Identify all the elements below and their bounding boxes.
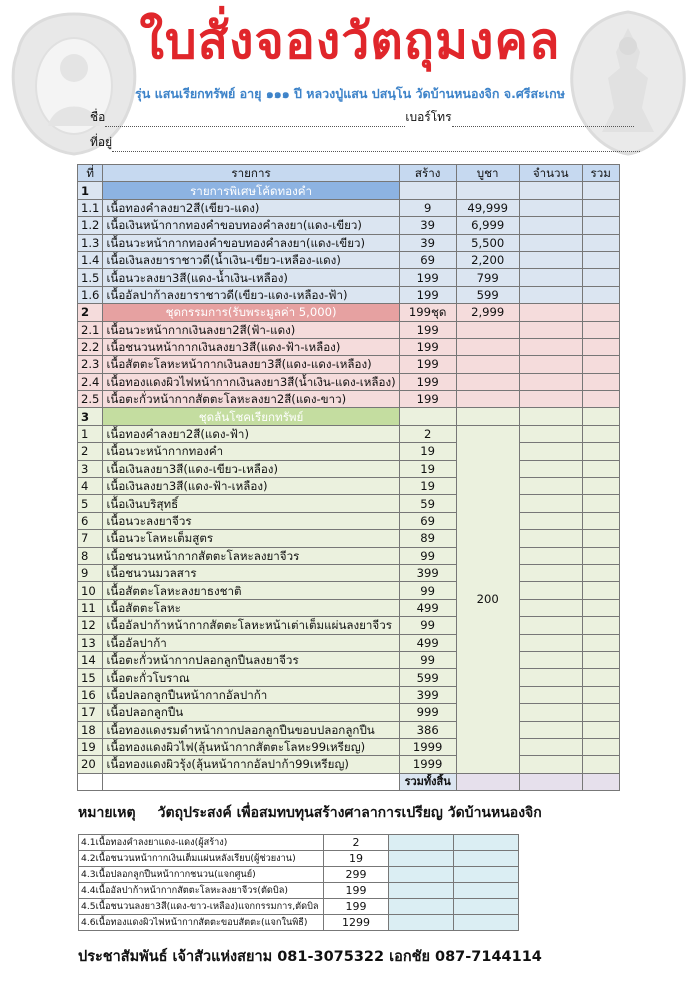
row-price: [456, 373, 519, 390]
address-field[interactable]: [112, 140, 640, 152]
row-item: เนื้อนวะหน้ากากทองคำขอบทองคำลงยา(แดง-เขียว): [103, 234, 399, 251]
table-row: [78, 617, 620, 634]
row-price: [456, 338, 519, 355]
row-item: เนื้อทองคำลงยา2สี(เขียว-แดง): [103, 199, 399, 216]
row-price: [456, 391, 519, 408]
extra-value: 199: [324, 899, 389, 915]
sum-cell: [582, 721, 619, 738]
row-item: เนื้อชนวนหน้ากากสัตตะโลหะลงยาจีวร: [103, 547, 399, 564]
extra-value: 199: [324, 883, 389, 899]
sum-cell: [582, 373, 619, 390]
total-sum-cell: [582, 773, 619, 790]
sum-cell: [582, 321, 619, 338]
extra-qty-cell[interactable]: [389, 851, 454, 867]
sum-cell: [582, 582, 619, 599]
extra-row: [79, 883, 519, 899]
row-item: เนื้อทองแดงผิวไฟ(ลุ้นหน้ากากสัตตะโลหะ99เหรียญ): [103, 738, 399, 755]
row-build: 89: [399, 530, 456, 547]
table-row: [78, 199, 620, 216]
table-row: [78, 460, 620, 477]
phone-field[interactable]: [452, 115, 634, 127]
row-price: [456, 356, 519, 373]
qty-cell[interactable]: [519, 443, 582, 460]
section-price: 2,999: [456, 304, 519, 321]
extra-value: 1299: [324, 915, 389, 931]
row-number: 8: [78, 547, 103, 564]
row-number: 20: [78, 756, 103, 773]
row-number: 1.1: [78, 199, 103, 216]
qty-cell[interactable]: [519, 599, 582, 616]
section-number: 3: [78, 408, 103, 425]
row-build: 69: [399, 251, 456, 268]
row-build: 386: [399, 721, 456, 738]
sum-cell: [582, 408, 619, 425]
total-label: รวมทั้งสิ้น: [399, 773, 456, 790]
extra-sum-cell: [454, 867, 519, 883]
extra-qty-cell[interactable]: [389, 915, 454, 931]
table-row: [78, 495, 620, 512]
qty-cell[interactable]: [519, 338, 582, 355]
qty-cell[interactable]: [519, 460, 582, 477]
row-number: 16: [78, 686, 103, 703]
row-number: 12: [78, 617, 103, 634]
table-row: [78, 251, 620, 268]
sum-cell: [582, 217, 619, 234]
note: [78, 802, 542, 824]
table-row: [78, 443, 620, 460]
table-row: [78, 547, 620, 564]
row-item: เนื้อตะกั่วหน้ากากปลอกลูกปืนลงยาจีวร: [103, 651, 399, 668]
extra-table: [78, 834, 519, 931]
sum-cell: [582, 269, 619, 286]
row-build: 19: [399, 443, 456, 460]
extra-item: 4.2เนื้อชนวนหน้ากากเงินเต็มแผ่นหลังเรียบ(ผู้ช่วยงาน): [79, 851, 324, 867]
table-row: [78, 704, 620, 721]
extra-sum-cell: [454, 883, 519, 899]
total-price-cell: [456, 773, 519, 790]
row-item: เนื้อเงินลงยาราชาวดี(น้ำเงิน-เขียว-เหลือง-แดง): [103, 251, 399, 268]
qty-cell[interactable]: [519, 512, 582, 529]
row-number: 3: [78, 460, 103, 477]
row-number: 1.2: [78, 217, 103, 234]
row-number: 15: [78, 669, 103, 686]
extra-item: 4.1เนื้อทองคำลงยาแดง-แดง(ผู้สร้าง): [79, 835, 324, 851]
section-header-row: [78, 304, 620, 321]
row-build: 999: [399, 704, 456, 721]
row-build: 199: [399, 338, 456, 355]
row-build: 1999: [399, 756, 456, 773]
section-build: 199ชุด: [399, 304, 456, 321]
row-build: 199: [399, 269, 456, 286]
qty-cell[interactable]: [519, 651, 582, 668]
row-build: 499: [399, 634, 456, 651]
table-row: [78, 321, 620, 338]
sum-cell: [582, 686, 619, 703]
note-label: หมายเหตุ: [78, 805, 136, 821]
row-number: 2.4: [78, 373, 103, 390]
qty-cell[interactable]: [519, 286, 582, 303]
row-build: 99: [399, 547, 456, 564]
qty-cell[interactable]: [519, 617, 582, 634]
row-build: 39: [399, 217, 456, 234]
table-row: [78, 530, 620, 547]
row-build: 499: [399, 599, 456, 616]
row-item: เนื้อชนวนมวลสาร: [103, 564, 399, 581]
row-item: เนื้อนวะลงยา3สี(แดง-น้ำเงิน-เหลือง): [103, 269, 399, 286]
row-number: 2.3: [78, 356, 103, 373]
row-number: 2.2: [78, 338, 103, 355]
col-no-header: ที่: [78, 165, 103, 182]
qty-cell[interactable]: [519, 686, 582, 703]
qty-cell[interactable]: [519, 564, 582, 581]
row-number: 17: [78, 704, 103, 721]
row-build: 199: [399, 356, 456, 373]
section-header-row: [78, 182, 620, 199]
qty-cell[interactable]: [519, 582, 582, 599]
extra-row: [79, 915, 519, 931]
extra-row: [79, 899, 519, 915]
table-row: [78, 756, 620, 773]
table-row: [78, 391, 620, 408]
qty-cell[interactable]: [519, 269, 582, 286]
name-label: ชื่อ: [90, 110, 106, 124]
row-build: 2: [399, 425, 456, 442]
table-row: [78, 651, 620, 668]
qty-cell[interactable]: [519, 530, 582, 547]
table-row: [78, 634, 620, 651]
sum-cell: [582, 182, 619, 199]
address-label: ที่อยู่: [90, 135, 113, 149]
row-price: 6,999: [456, 217, 519, 234]
row-build: 19: [399, 460, 456, 477]
sum-cell: [582, 564, 619, 581]
row-number: 18: [78, 721, 103, 738]
sum-cell: [582, 634, 619, 651]
table-row: [78, 217, 620, 234]
page-title: ใบสั่งจองวัตถุมงคล: [139, 11, 561, 70]
row-number: 9: [78, 564, 103, 581]
table-row: [78, 425, 620, 442]
extra-value: 19: [324, 851, 389, 867]
table-row: [78, 286, 620, 303]
row-item: เนื้อทองคำลงยา2สี(แดง-ฟ้า): [103, 425, 399, 442]
sum-cell: [582, 443, 619, 460]
table-row: [78, 512, 620, 529]
sum-cell: [582, 495, 619, 512]
row-item: เนื้อทองแดงผิวไฟหน้ากากเงินลงยา3สี(น้ำเงิน-แดง-เหลือง): [103, 373, 399, 390]
qty-cell[interactable]: [519, 234, 582, 251]
row-build: 69: [399, 512, 456, 529]
row-item: เนื้อชนวนหน้ากากเงินลงยา3สี(แดง-ฟ้า-เหลือง): [103, 338, 399, 355]
row-item: เนื้อนวะหน้ากากเงินลงยา2สี(ฟ้า-แดง): [103, 321, 399, 338]
col-build-header: สร้าง: [399, 165, 456, 182]
sum-cell: [582, 391, 619, 408]
row-number: 7: [78, 530, 103, 547]
extra-item: 4.6เนื้อทองแดงผิวไฟหน้ากากสัตตะขอบสัตตะ(แจกในพิธี): [79, 915, 324, 931]
phone-label: เบอร์โทร: [405, 110, 452, 124]
extra-item: 4.3เนื้อปลอกลูกปืนหน้ากากชนวน(แจกศูนย์): [79, 867, 324, 883]
qty-cell[interactable]: [519, 478, 582, 495]
row-item: เนื้อทองแดงผิวรุ้ง(ลุ้นหน้ากากอัลปาก้า99เหรียญ): [103, 756, 399, 773]
extra-item: 4.4เนื้ออัลปาก้าหน้ากากสัตตะโลหะลงยาจีวร(ตัดบิล): [79, 883, 324, 899]
section-header-row: [78, 408, 620, 425]
row-number: 11: [78, 599, 103, 616]
row-item: เนื้อตะกั่วโบราณ: [103, 669, 399, 686]
table-row: [78, 721, 620, 738]
section-number: 1: [78, 182, 103, 199]
row-number: 1.5: [78, 269, 103, 286]
extra-item: 4.5เนื้อชนวนลงยา3สี(แดง-ขาว-เหลือง)แจกกรรมการ,ตัดบิล: [79, 899, 324, 915]
row-item: เนื้อเงินหน้ากากทองคำขอบทองคำลงยา(แดง-เขียว): [103, 217, 399, 234]
row-build: 399: [399, 686, 456, 703]
table-row: [78, 234, 620, 251]
section-build: [399, 182, 456, 199]
col-price-header: บูชา: [456, 165, 519, 182]
row-item: เนื้อทองแดงรมดำหน้ากากปลอกลูกปืนขอบปลอกลูกปืน: [103, 721, 399, 738]
section-build: [399, 408, 456, 425]
extra-sum-cell: [454, 851, 519, 867]
table-row: [78, 373, 620, 390]
sum-cell: [582, 756, 619, 773]
sum-cell: [582, 599, 619, 616]
row-item: เนื้ออัลปาก้าลงยาราชาวดี(เขียว-แดง-เหลือง-ฟ้า): [103, 286, 399, 303]
total-row: [78, 773, 620, 790]
qty-cell[interactable]: [519, 304, 582, 321]
qty-cell[interactable]: [519, 756, 582, 773]
col-sum-header: รวม: [582, 165, 619, 182]
row-item: เนื้อนวะโลหะเต็มสูตร: [103, 530, 399, 547]
row-item: เนื้ออัลปาก้าหน้ากากสัตตะโลหะหน้าเต่าเต็มแผ่นลงยาจีวร: [103, 617, 399, 634]
table-row: [78, 582, 620, 599]
sum-cell: [582, 530, 619, 547]
contact-info: ประชาสัมพันธ์ เจ้าสัวแห่งสยาม 081-3075322 เอกชัย 087-7144114: [78, 949, 542, 965]
sum-cell: [582, 512, 619, 529]
sum-cell: [582, 669, 619, 686]
sum-cell: [582, 338, 619, 355]
extra-row: [79, 835, 519, 851]
row-item: เนื้อสัตตะโลหะลงยาธงชาติ: [103, 582, 399, 599]
extra-sum-cell: [454, 915, 519, 931]
row-build: 399: [399, 564, 456, 581]
row-price: 599: [456, 286, 519, 303]
section-number: 2: [78, 304, 103, 321]
extra-qty-cell[interactable]: [389, 899, 454, 915]
sum-cell: [582, 704, 619, 721]
row-number: 10: [78, 582, 103, 599]
row-build: 599: [399, 669, 456, 686]
row-build: 99: [399, 582, 456, 599]
table-row: [78, 669, 620, 686]
col-qty-header: จำนวน: [519, 165, 582, 182]
sum-cell: [582, 304, 619, 321]
page-subtitle: รุ่น แสนเรียกทรัพย์ อายุ ๑๑๑ ปี หลวงปู่แสน ปสนฺโน วัดบ้านหนองจิก จ.ศรีสะเกษ: [135, 86, 565, 101]
section-title: รายการพิเศษโค้ดทองคำ: [103, 182, 399, 199]
row-item: เนื้อนวะลงยาจีวร: [103, 512, 399, 529]
table-row: [78, 478, 620, 495]
sum-cell: [582, 547, 619, 564]
extra-qty-cell[interactable]: [389, 867, 454, 883]
row-build: 59: [399, 495, 456, 512]
row-number: 14: [78, 651, 103, 668]
row-item: เนื้อปลอกลูกปืนหน้ากากอัลปาก้า: [103, 686, 399, 703]
row-price: 799: [456, 269, 519, 286]
note-text: วัตถุประสงค์ เพื่อสมทบทุนสร้างศาลาการเปรียญ วัดบ้านหนองจิก: [157, 805, 542, 821]
row-item: เนื้อเงินบริสุทธิ์: [103, 495, 399, 512]
row-build: 199: [399, 373, 456, 390]
extra-qty-cell[interactable]: [389, 835, 454, 851]
name-field[interactable]: [105, 115, 405, 127]
qty-cell[interactable]: [519, 547, 582, 564]
row-item: เนื้อเงินลงยา3สี(แดง-ฟ้า-เหลือง): [103, 478, 399, 495]
qty-cell[interactable]: [519, 356, 582, 373]
row-number: 2.1: [78, 321, 103, 338]
qty-cell[interactable]: [519, 408, 582, 425]
row-number: 19: [78, 738, 103, 755]
table-row: [78, 356, 620, 373]
sum-cell: [582, 199, 619, 216]
qty-cell[interactable]: [519, 199, 582, 216]
row-build: 199: [399, 391, 456, 408]
section-title: ชุดลันโชคเรียกทรัพย์: [103, 408, 399, 425]
sum-cell: [582, 617, 619, 634]
row-build: 99: [399, 651, 456, 668]
row-number: 2: [78, 443, 103, 460]
sum-cell: [582, 251, 619, 268]
sum-cell: [582, 738, 619, 755]
row-item: เนื้อตะกั่วหน้ากากสัตตะโลหะลงยา2สี(แดง-ขาว): [103, 391, 399, 408]
extra-value: 299: [324, 867, 389, 883]
row-item: เนื้อนวะหน้ากากทองคำ: [103, 443, 399, 460]
row-number: 1.4: [78, 251, 103, 268]
row-item: เนื้อปลอกลูกปืน: [103, 704, 399, 721]
extra-sum-cell: [454, 899, 519, 915]
col-item-header: รายการ: [103, 165, 399, 182]
row-number: 5: [78, 495, 103, 512]
qty-cell[interactable]: [519, 251, 582, 268]
row-build: 199: [399, 286, 456, 303]
sum-cell: [582, 478, 619, 495]
qty-cell[interactable]: [519, 669, 582, 686]
table-row: [78, 338, 620, 355]
qty-cell[interactable]: [519, 391, 582, 408]
sum-cell: [582, 356, 619, 373]
row-number: 6: [78, 512, 103, 529]
row-number: 13: [78, 634, 103, 651]
section-title: ชุดกรรมการ(รับพระมูลค่า 5,000): [103, 304, 399, 321]
row-item: เนื้ออัลปาก้า: [103, 634, 399, 651]
extra-qty-cell[interactable]: [389, 883, 454, 899]
section-3-price: 200: [456, 425, 519, 773]
row-number: 4: [78, 478, 103, 495]
order-table: [77, 164, 620, 791]
total-qty-cell: [519, 773, 582, 790]
address-line: [90, 133, 640, 152]
row-build: 199: [399, 321, 456, 338]
table-header-row: [78, 165, 620, 182]
qty-cell[interactable]: [519, 217, 582, 234]
table-row: [78, 738, 620, 755]
row-build: 39: [399, 234, 456, 251]
row-item: เนื้อสัตตะโลหะหน้ากากเงินลงยา3สี(แดง-แดง-เหลือง): [103, 356, 399, 373]
qty-cell[interactable]: [519, 634, 582, 651]
row-number: 1.6: [78, 286, 103, 303]
row-price: [456, 321, 519, 338]
qty-cell[interactable]: [519, 321, 582, 338]
row-build: 19: [399, 478, 456, 495]
section-price: [456, 182, 519, 199]
row-number: 1: [78, 425, 103, 442]
table-row: [78, 564, 620, 581]
sum-cell: [582, 234, 619, 251]
sum-cell: [582, 460, 619, 477]
qty-cell[interactable]: [519, 495, 582, 512]
qty-cell[interactable]: [519, 425, 582, 442]
qty-cell[interactable]: [519, 373, 582, 390]
row-number: 1.3: [78, 234, 103, 251]
name-phone-line: [90, 108, 634, 127]
qty-cell[interactable]: [519, 721, 582, 738]
extra-value: 2: [324, 835, 389, 851]
extra-row: [79, 851, 519, 867]
sum-cell: [582, 651, 619, 668]
qty-cell[interactable]: [519, 738, 582, 755]
row-item: เนื้อเงินลงยา3สี(แดง-เขียว-เหลือง): [103, 460, 399, 477]
qty-cell[interactable]: [519, 704, 582, 721]
row-build: 99: [399, 617, 456, 634]
row-number: 2.5: [78, 391, 103, 408]
table-row: [78, 269, 620, 286]
section-price: [456, 408, 519, 425]
row-build: 9: [399, 199, 456, 216]
table-row: [78, 686, 620, 703]
sum-cell: [582, 425, 619, 442]
extra-sum-cell: [454, 835, 519, 851]
row-price: 5,500: [456, 234, 519, 251]
table-row: [78, 599, 620, 616]
row-price: 2,200: [456, 251, 519, 268]
extra-row: [79, 867, 519, 883]
row-price: 49,999: [456, 199, 519, 216]
row-build: 1999: [399, 738, 456, 755]
qty-cell[interactable]: [519, 182, 582, 199]
sum-cell: [582, 286, 619, 303]
row-item: เนื้อสัตตะโลหะ: [103, 599, 399, 616]
